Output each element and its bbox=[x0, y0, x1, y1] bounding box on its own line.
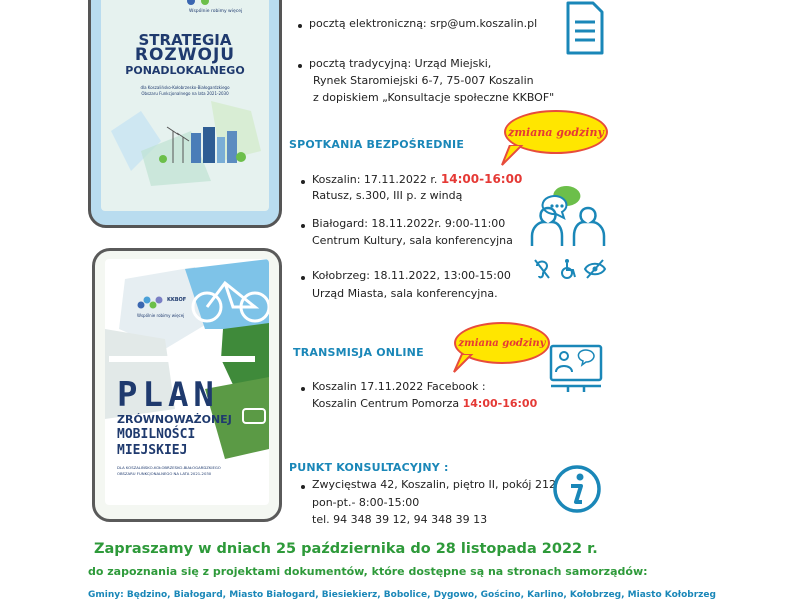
bubble-tail-icon bbox=[500, 145, 530, 167]
vision-icon bbox=[585, 260, 605, 278]
info-icon bbox=[552, 464, 602, 514]
kkbof-logo-small-icon bbox=[135, 293, 167, 313]
invitation-text: Zapraszamy w dniach 25 października do 28 listopada 2022 r. bbox=[94, 541, 598, 557]
bubble-tail-icon bbox=[452, 354, 478, 374]
meeting-kolobrzeg-line-2: Urząd Miasta, sala konferencyjna. bbox=[312, 287, 498, 300]
plan-title-line-2: MOBILNOŚCI bbox=[117, 427, 196, 442]
meeting-koszalin-time: 14:00-16:00 bbox=[440, 172, 523, 186]
strategy-subtitle-1: dla Koszalińsko-Kołobrzesko-Białogardzkiego bbox=[140, 85, 230, 90]
bullet bbox=[301, 387, 305, 391]
bullet bbox=[301, 485, 305, 489]
video-meeting-icon bbox=[548, 342, 604, 394]
city-illustration-icon bbox=[101, 91, 269, 191]
meeting-bialogard-line-1: Białogard: 18.11.2022r. 9:00-11:00 bbox=[312, 217, 506, 230]
plan-title-line-3: MIEJSKIEJ bbox=[117, 443, 188, 458]
hearing-icon bbox=[535, 260, 549, 278]
point-phone: tel. 94 348 39 12, 94 348 39 13 bbox=[312, 513, 488, 526]
logo-motto-2: Wspólnie robimy więcej bbox=[137, 313, 185, 318]
online-place: Koszalin Centrum Pomorza bbox=[312, 397, 463, 410]
document-icon bbox=[565, 0, 605, 56]
point-heading: PUNKT KONSULTACYJNY : bbox=[289, 461, 449, 474]
contact-email: pocztą elektroniczną: srp@um.koszalin.pl bbox=[309, 17, 538, 30]
bullet bbox=[301, 224, 305, 228]
strategy-title-1: STRATEGIA bbox=[138, 31, 232, 49]
point-hours: pon-pt.- 8:00-15:00 bbox=[312, 496, 420, 509]
meeting-bialogard-line-2: Centrum Kultury, sala konferencyjna bbox=[312, 234, 513, 247]
bullet bbox=[301, 276, 305, 280]
dialogue-icon bbox=[528, 182, 608, 248]
strategy-tablet bbox=[88, 0, 282, 228]
strategy-screen bbox=[101, 0, 269, 211]
online-line-2 bbox=[312, 397, 537, 410]
time-change-badge-online: zmiana godziny bbox=[454, 322, 550, 364]
plan-tablet bbox=[92, 248, 282, 522]
strategy-title-2: ROZWOJU bbox=[134, 45, 236, 65]
strategy-subtitle-2: Obszaru Funkcjonalnego na lata 2021-2030 bbox=[141, 91, 229, 96]
bullet bbox=[298, 64, 302, 68]
online-heading: TRANSMISJA ONLINE bbox=[293, 346, 424, 359]
bullet bbox=[301, 180, 305, 184]
invitation-subtext: do zapoznania się z projektami dokumentów, które dostępne są na stronach samorządów: bbox=[88, 565, 648, 578]
meeting-koszalin-line-2: Ratusz, s.300, III p. z windą bbox=[312, 189, 463, 202]
contact-post-1: pocztą tradycyjną: Urząd Miejski, bbox=[309, 57, 492, 70]
municipalities-list: Gminy: Będzino, Białogard, Miasto Białogard, Biesiekierz, Bobolice, Dygowo, Gościno, Karlino, Kołobrzeg, Miasto Kołobrzeg bbox=[88, 590, 716, 600]
online-line-1: Koszalin 17.11.2022 Facebook : bbox=[312, 380, 486, 393]
plan-title-line-1: ZRÓWNOWAŻONEJ bbox=[117, 413, 232, 426]
kkbof-logo-icon bbox=[185, 0, 219, 9]
contact-post-2: Rynek Staromiejski 6-7, 75-007 Koszalin bbox=[313, 74, 534, 87]
online-time: 14:00-16:00 bbox=[462, 397, 538, 410]
contact-post-3: z dopiskiem „Konsultacje społeczne KKBOF" bbox=[313, 91, 555, 104]
strategy-title-3: PONADLOKALNEGO bbox=[125, 64, 245, 77]
plan-subtitle-1: DLA KOSZALIŃSKO-KOŁOBRZESKO-BIAŁOGARDZKIEGO bbox=[117, 465, 221, 470]
logo-text-2: KKBOF bbox=[167, 297, 187, 303]
plan-screen bbox=[105, 259, 269, 505]
bullet bbox=[298, 24, 302, 28]
meeting-kolobrzeg-line-1: Kołobrzeg: 18.11.2022, 13:00-15:00 bbox=[312, 269, 511, 282]
plan-title: PLAN bbox=[117, 375, 219, 415]
plan-subtitle-2: OBSZARU FUNKCJONALNEGO NA LATA 2021-2030 bbox=[117, 471, 212, 476]
meetings-heading: SPOTKANIA BEZPOŚREDNIE bbox=[289, 138, 465, 151]
wheelchair-icon bbox=[562, 259, 575, 278]
meeting-koszalin-line-1 bbox=[312, 172, 522, 186]
logo-motto: Wspólnie robimy więcej bbox=[189, 9, 243, 14]
point-address: Zwycięstwa 42, Koszalin, piętro II, pokój 212 bbox=[312, 478, 556, 491]
accessibility-icons bbox=[533, 258, 609, 280]
time-change-badge: zmiana godziny bbox=[504, 110, 608, 154]
meeting-koszalin-date: Koszalin: 17.11.2022 r. bbox=[312, 173, 441, 186]
